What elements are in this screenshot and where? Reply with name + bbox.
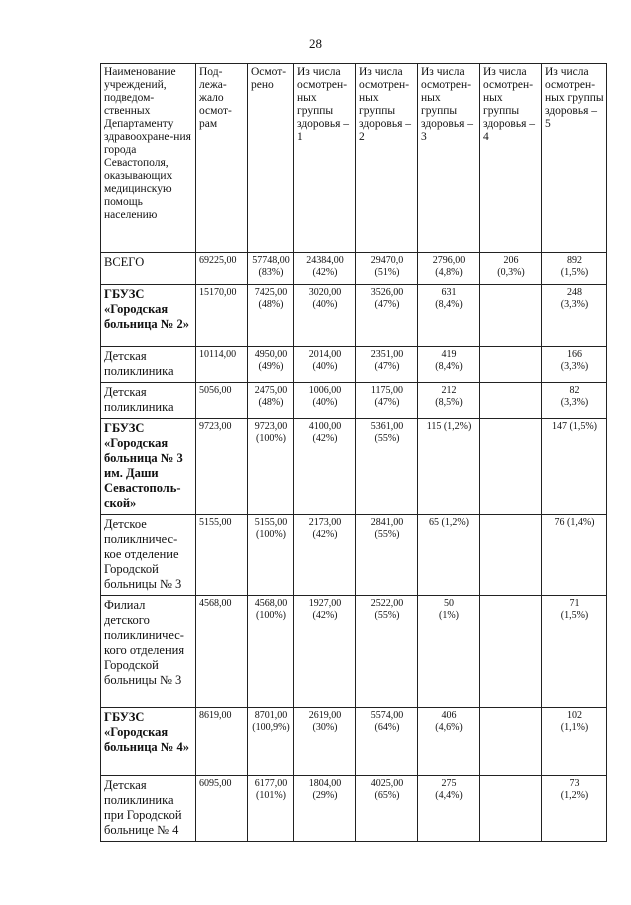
group-2-cell bbox=[356, 708, 418, 776]
percent-text: (8,5%) bbox=[435, 397, 463, 408]
percent-text: (47%) bbox=[374, 397, 400, 408]
group-3-cell bbox=[418, 596, 480, 708]
value-text: 3526,00 bbox=[370, 287, 404, 298]
value-text: 24384,00 bbox=[306, 255, 344, 266]
planned-cell: 4568,00 bbox=[196, 596, 248, 708]
group-2-cell bbox=[356, 285, 418, 347]
value-text: 71 bbox=[569, 598, 580, 609]
percent-text: (0,3%) bbox=[497, 267, 525, 278]
header-institution: Наименование учреждений, подведом-ственных Департаменту здравоохране-ния города Севастополя, оказывающих медицинскую помощь населению bbox=[101, 64, 196, 253]
value-text: 57748,00 bbox=[252, 255, 290, 266]
percent-text: (40%) bbox=[312, 361, 338, 372]
value-text: 2841,00 bbox=[370, 517, 404, 528]
page-number: 28 bbox=[309, 36, 322, 51]
institution-name: Детская поликлиника при Городской больнице № 4 bbox=[101, 776, 196, 842]
table-row bbox=[101, 383, 607, 419]
examined-cell bbox=[248, 776, 294, 842]
value-text: 4568,00 bbox=[254, 598, 288, 609]
group-4-cell bbox=[480, 347, 542, 383]
table-row bbox=[101, 419, 607, 515]
group-2-cell bbox=[356, 596, 418, 708]
value-text: 4100,00 bbox=[308, 421, 342, 432]
value-text: 82 bbox=[569, 385, 580, 396]
table-row bbox=[101, 776, 607, 842]
institution-name: ГБУЗС «Городская больница № 2» bbox=[101, 285, 196, 347]
percent-text: (49%) bbox=[258, 361, 284, 372]
value-text: 2619,00 bbox=[308, 710, 342, 721]
header-group-1: Из числа осмотрен-ных группы здоровья – 1 bbox=[294, 64, 356, 253]
percent-text: (4,6%) bbox=[435, 722, 463, 733]
group-1-cell bbox=[294, 383, 356, 419]
group-1-cell bbox=[294, 285, 356, 347]
percent-text: (55%) bbox=[374, 529, 400, 540]
percent-text: (42%) bbox=[312, 529, 338, 540]
group-3-cell bbox=[418, 347, 480, 383]
percent-text: (1,1%) bbox=[560, 722, 589, 733]
examined-cell bbox=[248, 347, 294, 383]
percent-text: (3,3%) bbox=[560, 361, 589, 372]
group-4-cell bbox=[480, 383, 542, 419]
header-planned: Под-лежа-жало осмот-рам bbox=[196, 64, 248, 253]
value-text: 4025,00 bbox=[370, 778, 404, 789]
group-1-cell bbox=[294, 596, 356, 708]
value-text: 9723,00 bbox=[254, 421, 288, 432]
value-text: 212 bbox=[441, 385, 457, 396]
planned-cell: 8619,00 bbox=[196, 708, 248, 776]
percent-text: (51%) bbox=[374, 267, 400, 278]
percent-text: (42%) bbox=[312, 610, 338, 621]
value-text: 2475,00 bbox=[254, 385, 288, 396]
percent-text: (4,4%) bbox=[435, 790, 463, 801]
table-row bbox=[101, 253, 607, 285]
value-text: 76 (1,4%) bbox=[554, 517, 595, 528]
percent-text: (47%) bbox=[374, 299, 400, 310]
value-text: 3020,00 bbox=[308, 287, 342, 298]
group-5-cell bbox=[542, 285, 607, 347]
group-2-cell bbox=[356, 419, 418, 515]
group-3-cell bbox=[418, 776, 480, 842]
percent-text: (100%) bbox=[256, 433, 286, 444]
value-text: 4950,00 bbox=[254, 349, 288, 360]
value-text: 2351,00 bbox=[370, 349, 404, 360]
examined-cell bbox=[248, 419, 294, 515]
group-5-cell bbox=[542, 515, 607, 596]
percent-text: (1,5%) bbox=[560, 267, 589, 278]
value-text: 73 bbox=[569, 778, 580, 789]
examined-cell bbox=[248, 253, 294, 285]
group-1-cell bbox=[294, 419, 356, 515]
group-4-cell bbox=[480, 515, 542, 596]
value-text: 50 bbox=[444, 598, 454, 609]
planned-cell: 15170,00 bbox=[196, 285, 248, 347]
planned-cell: 69225,00 bbox=[196, 253, 248, 285]
group-4-cell bbox=[480, 596, 542, 708]
header-row bbox=[101, 64, 607, 253]
value-text: 1006,00 bbox=[308, 385, 342, 396]
value-text: 6177,00 bbox=[254, 778, 288, 789]
percent-text: (8,4%) bbox=[435, 299, 463, 310]
value-text: 2796,00 bbox=[432, 255, 466, 266]
institution-name: Детская поликлиника bbox=[101, 347, 196, 383]
group-2-cell bbox=[356, 347, 418, 383]
group-3-cell bbox=[418, 419, 480, 515]
group-2-cell bbox=[356, 253, 418, 285]
percent-text: (4,8%) bbox=[435, 267, 463, 278]
group-4-cell bbox=[480, 419, 542, 515]
group-5-cell bbox=[542, 596, 607, 708]
percent-text: (1%) bbox=[439, 610, 459, 621]
group-5-cell bbox=[542, 253, 607, 285]
table-row bbox=[101, 596, 607, 708]
header-group-5: Из числа осмотрен-ных группы здоровья – 5 bbox=[542, 64, 607, 253]
value-text: 102 bbox=[567, 710, 582, 721]
institution-name: ГБУЗС «Городская больница № 3 им. Даши Севастополь-ской» bbox=[101, 419, 196, 515]
value-text: 29470,0 bbox=[370, 255, 404, 266]
percent-text: (48%) bbox=[258, 397, 284, 408]
examined-cell bbox=[248, 383, 294, 419]
value-text: 65 (1,2%) bbox=[429, 517, 469, 528]
value-text: 275 bbox=[441, 778, 457, 789]
percent-text: (3,3%) bbox=[560, 397, 589, 408]
percent-text: (48%) bbox=[258, 299, 284, 310]
group-3-cell bbox=[418, 253, 480, 285]
percent-text: (1,2%) bbox=[560, 790, 589, 801]
group-4-cell bbox=[480, 708, 542, 776]
group-4-cell bbox=[480, 285, 542, 347]
group-3-cell bbox=[418, 515, 480, 596]
value-text: 1175,00 bbox=[370, 385, 404, 396]
health-groups-table bbox=[100, 63, 607, 842]
percent-text: (40%) bbox=[312, 397, 338, 408]
percent-text: (101%) bbox=[256, 790, 286, 801]
institution-name: Детское поликлничес-кое отделение Городской больницы № 3 bbox=[101, 515, 196, 596]
group-3-cell bbox=[418, 708, 480, 776]
percent-text: (100,9%) bbox=[252, 722, 290, 733]
institution-name: ВСЕГО bbox=[101, 253, 196, 285]
group-2-cell bbox=[356, 383, 418, 419]
value-text: 631 bbox=[441, 287, 457, 298]
value-text: 5361,00 bbox=[370, 421, 404, 432]
percent-text: (65%) bbox=[374, 790, 400, 801]
examined-cell bbox=[248, 515, 294, 596]
value-text: 406 bbox=[441, 710, 457, 721]
group-1-cell bbox=[294, 253, 356, 285]
group-5-cell bbox=[542, 383, 607, 419]
percent-text: (100%) bbox=[256, 529, 286, 540]
group-4-cell bbox=[480, 253, 542, 285]
value-text: 7425,00 bbox=[254, 287, 288, 298]
group-5-cell bbox=[542, 347, 607, 383]
value-text: 5155,00 bbox=[254, 517, 288, 528]
value-text: 419 bbox=[441, 349, 457, 360]
value-text: 5574,00 bbox=[370, 710, 404, 721]
institution-name: ГБУЗС «Городская больница № 4» bbox=[101, 708, 196, 776]
value-text: 248 bbox=[567, 287, 582, 298]
value-text: 8701,00 bbox=[254, 710, 288, 721]
header-examined: Осмот-рено bbox=[248, 64, 294, 253]
value-text: 2014,00 bbox=[308, 349, 342, 360]
group-5-cell bbox=[542, 708, 607, 776]
group-2-cell bbox=[356, 515, 418, 596]
value-text: 2522,00 bbox=[370, 598, 404, 609]
header-group-4: Из числа осмотрен-ных группы здоровья – 4 bbox=[480, 64, 542, 253]
percent-text: (1,5%) bbox=[560, 610, 589, 621]
planned-cell: 5155,00 bbox=[196, 515, 248, 596]
group-2-cell bbox=[356, 776, 418, 842]
percent-text: (3,3%) bbox=[560, 299, 589, 310]
value-text: 206 bbox=[503, 255, 519, 266]
percent-text: (55%) bbox=[374, 433, 400, 444]
institution-name: Детская поликлиника bbox=[101, 383, 196, 419]
group-5-cell bbox=[542, 419, 607, 515]
header-group-3: Из числа осмотрен-ных группы здоровья – 3 bbox=[418, 64, 480, 253]
value-text: 147 (1,5%) bbox=[552, 421, 597, 432]
group-1-cell bbox=[294, 347, 356, 383]
group-1-cell bbox=[294, 776, 356, 842]
table-row bbox=[101, 515, 607, 596]
value-text: 166 bbox=[567, 349, 582, 360]
group-1-cell bbox=[294, 708, 356, 776]
header-group-2: Из числа осмотрен-ных группы здоровья – 2 bbox=[356, 64, 418, 253]
percent-text: (55%) bbox=[374, 610, 400, 621]
value-text: 1927,00 bbox=[308, 598, 342, 609]
group-1-cell bbox=[294, 515, 356, 596]
planned-cell: 9723,00 bbox=[196, 419, 248, 515]
group-3-cell bbox=[418, 285, 480, 347]
percent-text: (29%) bbox=[312, 790, 338, 801]
group-5-cell bbox=[542, 776, 607, 842]
percent-text: (30%) bbox=[312, 722, 338, 733]
percent-text: (47%) bbox=[374, 361, 400, 372]
group-4-cell bbox=[480, 776, 542, 842]
examined-cell bbox=[248, 708, 294, 776]
institution-name: Филиал детского поликлиничес-кого отделения Городской больницы № 3 bbox=[101, 596, 196, 708]
percent-text: (42%) bbox=[312, 267, 338, 278]
examined-cell bbox=[248, 285, 294, 347]
table-row bbox=[101, 708, 607, 776]
value-text: 115 (1,2%) bbox=[426, 421, 472, 432]
value-text: 2173,00 bbox=[308, 517, 342, 528]
percent-text: (40%) bbox=[312, 299, 338, 310]
table-row bbox=[101, 285, 607, 347]
value-text: 892 bbox=[567, 255, 582, 266]
percent-text: (42%) bbox=[312, 433, 338, 444]
planned-cell: 10114,00 bbox=[196, 347, 248, 383]
percent-text: (8,4%) bbox=[435, 361, 463, 372]
table-row bbox=[101, 347, 607, 383]
value-text: 1804,00 bbox=[308, 778, 342, 789]
percent-text: (83%) bbox=[258, 267, 284, 278]
examined-cell bbox=[248, 596, 294, 708]
group-3-cell bbox=[418, 383, 480, 419]
planned-cell: 6095,00 bbox=[196, 776, 248, 842]
percent-text: (100%) bbox=[256, 610, 286, 621]
percent-text: (64%) bbox=[374, 722, 400, 733]
planned-cell: 5056,00 bbox=[196, 383, 248, 419]
